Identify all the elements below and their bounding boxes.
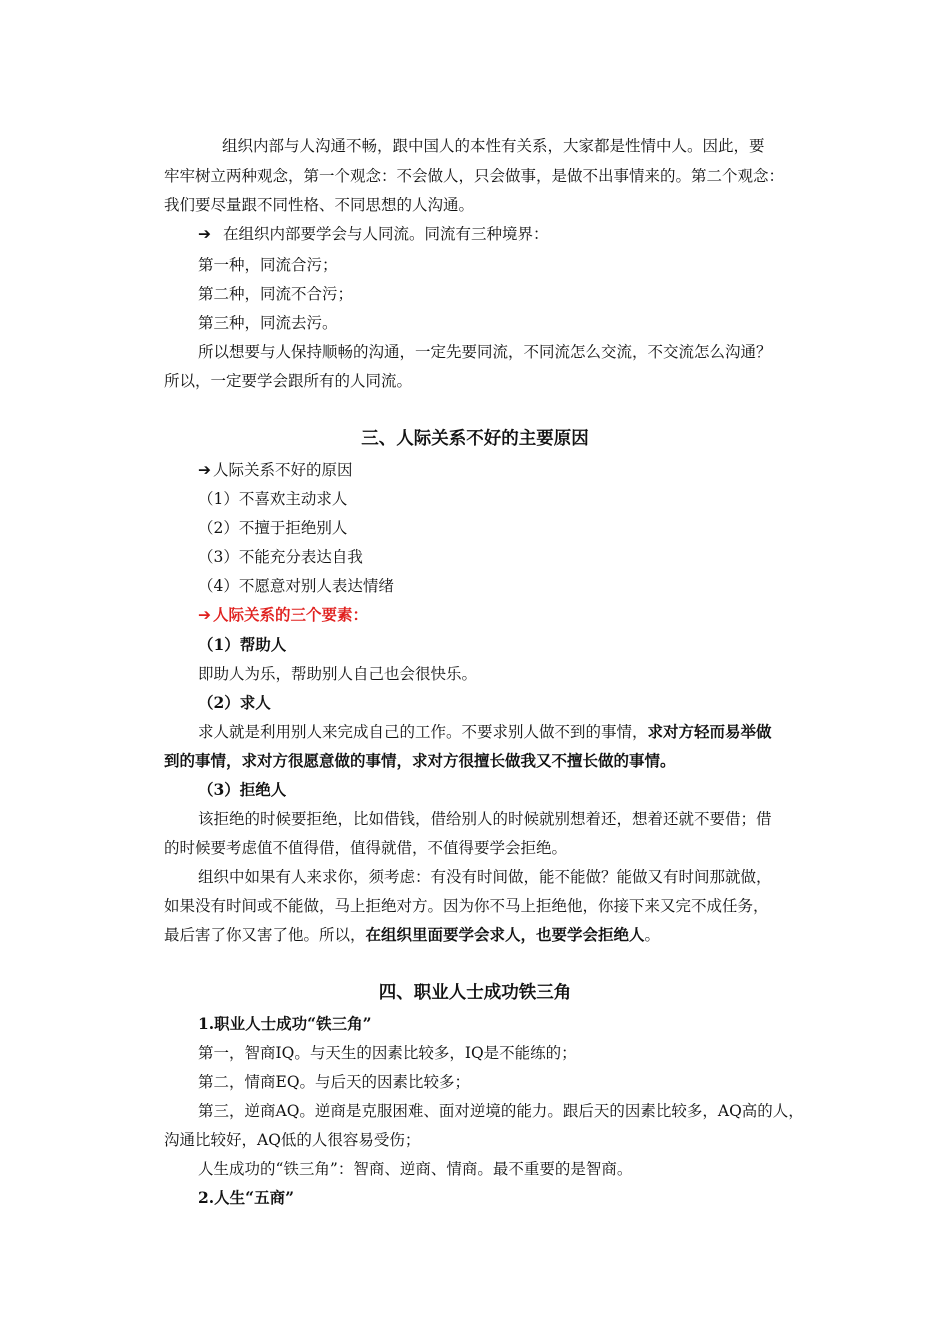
subheading: （3）拒绝人 bbox=[198, 780, 287, 799]
paragraph-line: 沟通比较好，AQ低的人很容易受伤； bbox=[164, 1131, 421, 1149]
paragraph-line: 第一种，同流合污； bbox=[198, 256, 338, 274]
bold-text-run: 在组织里面要学会求人，也要学会拒绝人 bbox=[365, 925, 645, 944]
paragraph-line: 人生成功的“铁三角”：智商、逆商、情商。最不重要的是智商。 bbox=[198, 1160, 633, 1178]
bullet-text: 人际关系不好的原因 bbox=[213, 461, 353, 479]
paragraph-line bbox=[198, 722, 772, 742]
list-item: （4）不愿意对别人表达情绪 bbox=[198, 577, 394, 595]
subheading: 2.人生“五商” bbox=[198, 1188, 295, 1207]
paragraph-line: 的时候要考虑值不值得借，值得就借，不值得要学会拒绝。 bbox=[164, 839, 568, 857]
list-item: （1）不喜欢主动求人 bbox=[198, 490, 348, 508]
right-arrow-icon: ➔ bbox=[198, 606, 211, 624]
paragraph-line: 即助人为乐，帮助别人自己也会很快乐。 bbox=[198, 665, 478, 683]
bullet-text: 人际关系的三个要素： bbox=[213, 605, 369, 624]
paragraph-line: 所以想要与人保持顺畅的沟通，一定先要同流，不同流怎么交流，不交流怎么沟通？ bbox=[198, 343, 772, 361]
bold-text-run: 求对方轻而易举做 bbox=[647, 722, 772, 741]
paragraph-line: 我们要尽量跟不同性格、不同思想的人沟通。 bbox=[164, 196, 475, 214]
paragraph-line: 到的事情，求对方很愿意做的事情，求对方很擅长做我又不擅长做的事情。 bbox=[164, 751, 676, 770]
arrow-bullet-line-red bbox=[198, 605, 368, 625]
text-run: 求人就是利用别人来完成自己的工作。不要求别人做不到的事情， bbox=[198, 723, 648, 741]
subheading: （1）帮助人 bbox=[198, 635, 287, 654]
paragraph-line: 第二，情商EQ。与后天的因素比较多； bbox=[198, 1073, 471, 1091]
right-arrow-icon: ➔ bbox=[198, 461, 211, 479]
paragraph-line: 第二种，同流不合污； bbox=[198, 285, 354, 303]
section-heading: 三、人际关系不好的主要原因 bbox=[361, 429, 589, 449]
paragraph-line: 所以，一定要学会跟所有的人同流。 bbox=[164, 372, 413, 390]
paragraph-line bbox=[164, 925, 660, 945]
paragraph-line: 该拒绝的时候要拒绝，比如借钱，借给别人的时候就别想着还，想着还就不要借；借 bbox=[198, 810, 772, 828]
paragraph-line: 牢牢树立两种观念，第一个观念：不会做人，只会做事，是做不出事情来的。第二个观念： bbox=[164, 167, 785, 185]
arrow-bullet-line bbox=[198, 224, 549, 244]
paragraph-line: 第三种，同流去污。 bbox=[198, 314, 338, 332]
paragraph-line: 第三，逆商AQ。逆商是克服困难、面对逆境的能力。跟后天的因素比较多，AQ高的人， bbox=[198, 1102, 804, 1120]
paragraph-line: 组织中如果有人来求你，须考虑：有没有时间做，能不能做？能做又有时间那就做， bbox=[198, 868, 772, 886]
bullet-text: 在组织内部要学会与人同流。同流有三种境界： bbox=[223, 225, 549, 243]
list-item: （3）不能充分表达自我 bbox=[198, 548, 363, 566]
text-run: 最后害了你又害了他。所以， bbox=[164, 926, 366, 944]
subheading: （2）求人 bbox=[198, 693, 271, 712]
list-item: （2）不擅于拒绝别人 bbox=[198, 519, 348, 537]
paragraph-line: 第一，智商IQ。与天生的因素比较多，IQ是不能练的； bbox=[198, 1044, 577, 1062]
arrow-bullet-line bbox=[198, 460, 353, 480]
section-heading: 四、职业人士成功铁三角 bbox=[378, 983, 572, 1003]
subheading: 1.职业人士成功“铁三角” bbox=[198, 1014, 372, 1033]
paragraph-line: 如果没有时间或不能做，马上拒绝对方。因为你不马上拒绝他，你接下来又完不成任务， bbox=[164, 897, 769, 915]
right-arrow-icon: ➔ bbox=[198, 225, 211, 243]
text-run: 。 bbox=[644, 926, 661, 944]
paragraph-line: 组织内部与人沟通不畅，跟中国人的本性有关系，大家都是性情中人。因此，要 bbox=[222, 137, 765, 155]
